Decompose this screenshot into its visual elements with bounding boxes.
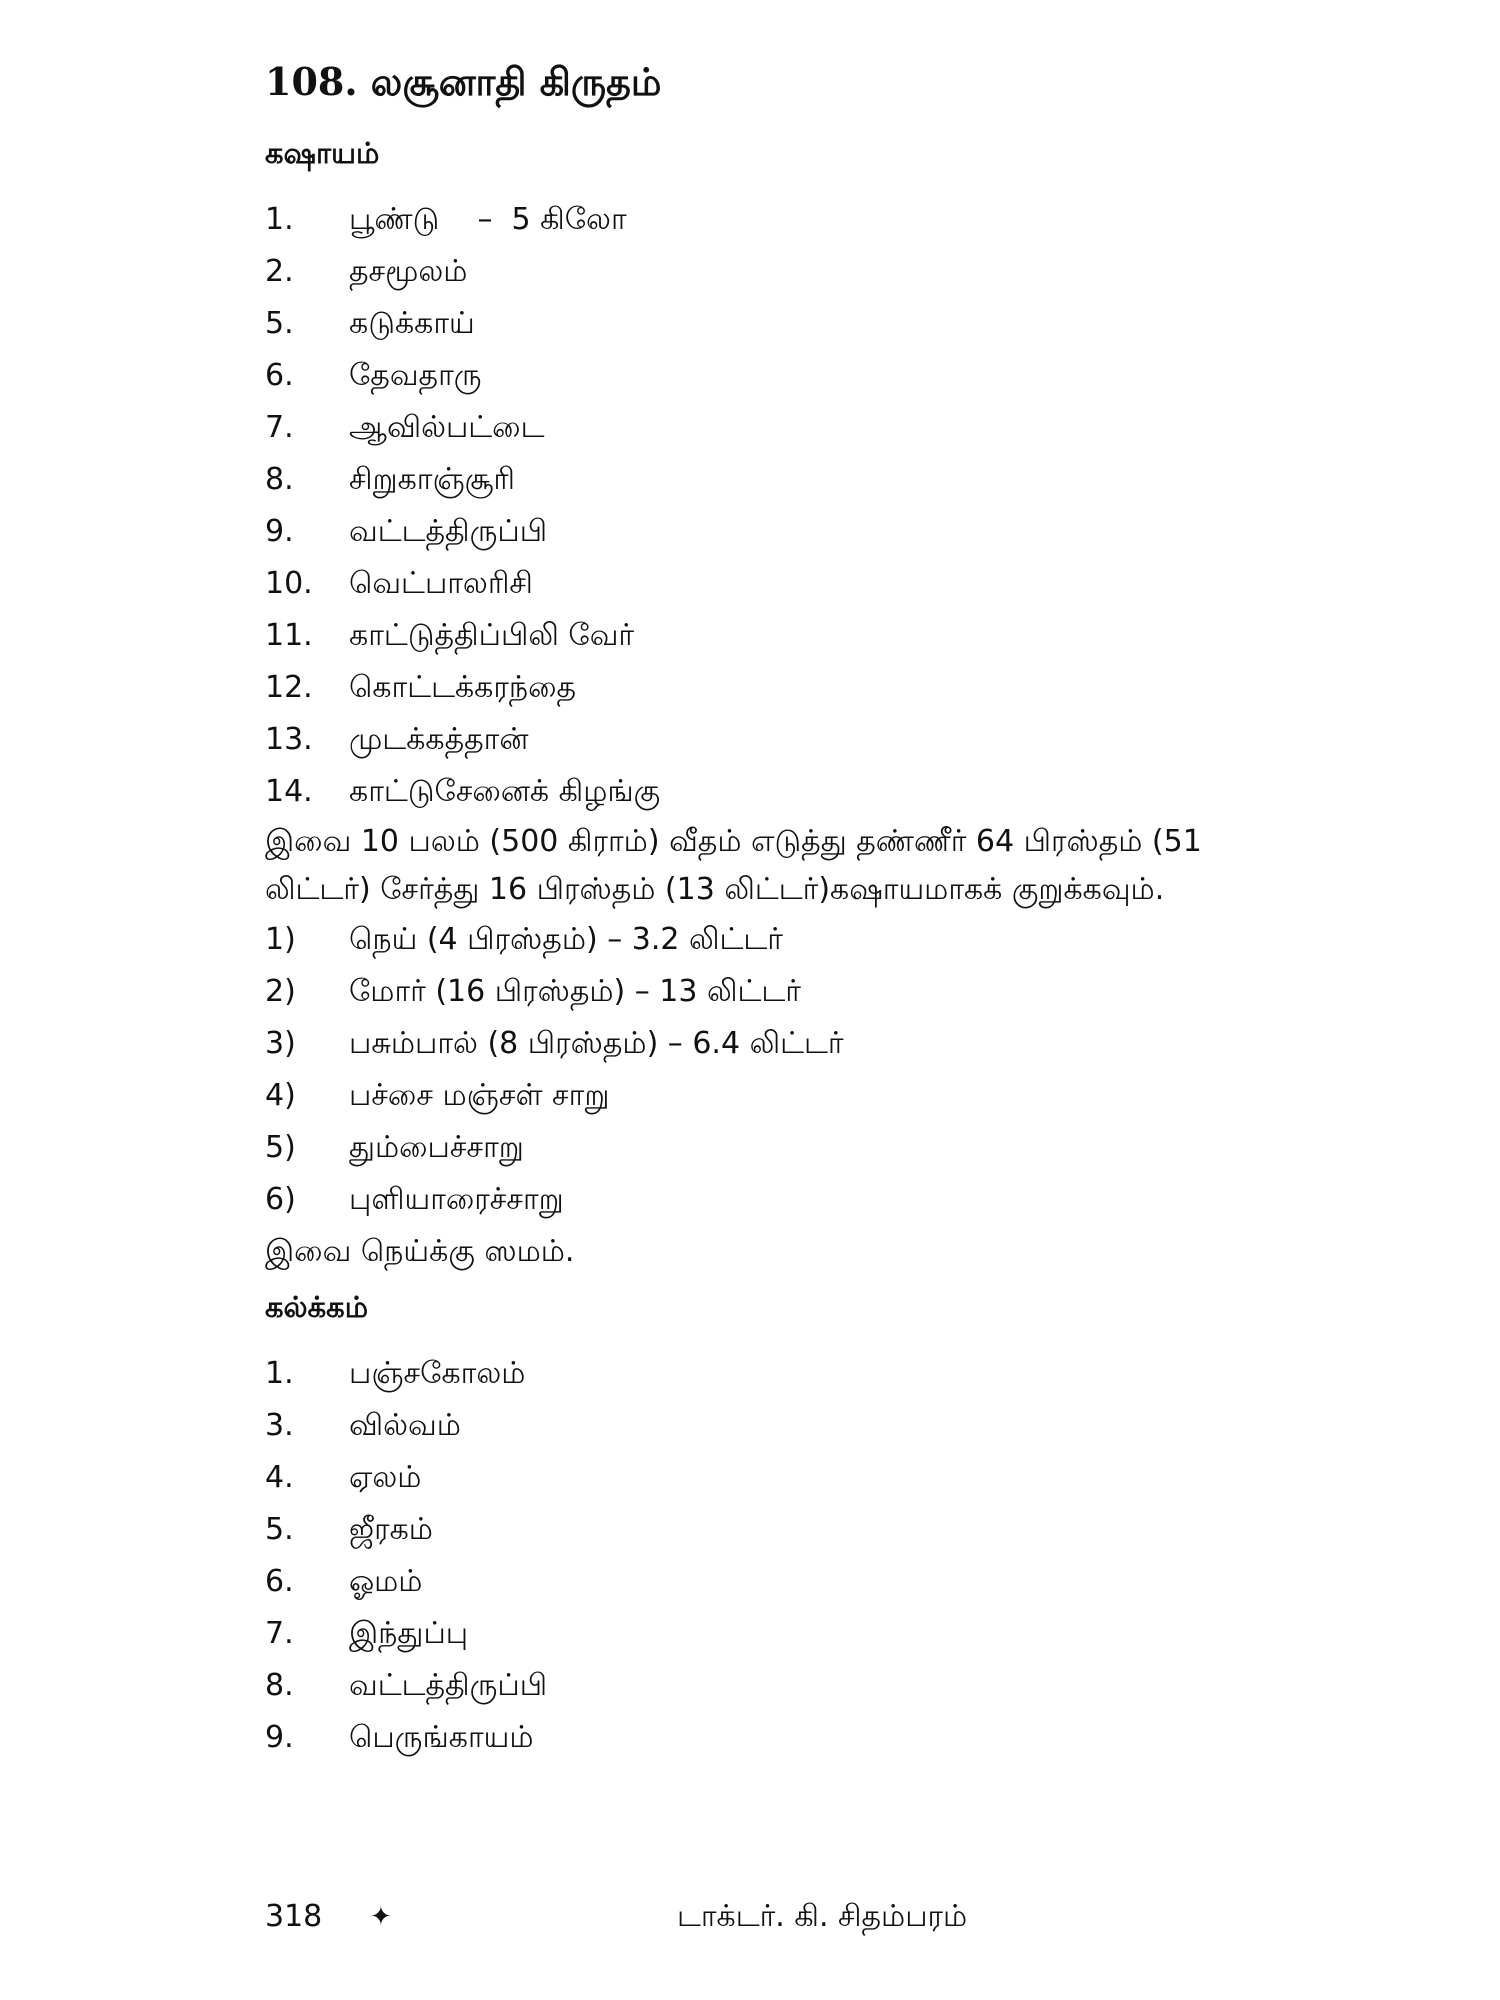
list-item <box>265 1608 1325 1660</box>
item-text: காட்டுத்திப்பிலி வேர் <box>349 618 635 653</box>
item-number: 12. <box>265 670 313 705</box>
kashayam-ingredient-list <box>265 194 1325 818</box>
item-text: மோர் (16 பிரஸ்தம்) – 13 லிட்டர் <box>349 974 801 1009</box>
item-number: 6) <box>265 1182 296 1217</box>
list-item <box>265 1660 1325 1712</box>
item-number: 3) <box>265 1026 296 1061</box>
list-item <box>265 766 1325 818</box>
item-text: புளியாரைச்சாறு <box>349 1182 564 1217</box>
item-number: 7. <box>265 1616 294 1651</box>
list-item <box>265 1174 1325 1226</box>
list-item <box>265 966 1325 1018</box>
item-text: காட்டுசேனைக் கிழங்கு <box>349 774 661 809</box>
item-text: பச்சை மஞ்சள் சாறு <box>349 1078 610 1113</box>
page-footer <box>265 1892 1265 1942</box>
list-item <box>265 1122 1325 1174</box>
item-text: வட்டத்திருப்பி <box>349 514 548 549</box>
item-number: 1. <box>265 202 294 237</box>
item-number: 7. <box>265 410 294 445</box>
item-text: பெருங்காயம் <box>349 1720 534 1755</box>
item-number: 9. <box>265 514 294 549</box>
liquid-ingredient-list <box>265 914 1325 1226</box>
author-name: டாக்டர். கி. சிதம்பரம் <box>677 1899 968 1934</box>
item-text: பஞ்சகோலம் <box>349 1356 526 1391</box>
item-number: 2. <box>265 254 294 289</box>
list-item <box>265 1504 1325 1556</box>
star-ornament-icon: ✦ <box>370 1902 392 1932</box>
list-item <box>265 1452 1325 1504</box>
item-number: 2) <box>265 974 296 1009</box>
item-number: 14. <box>265 774 313 809</box>
item-number: 1. <box>265 1356 294 1391</box>
item-text: வெட்பாலரிசி <box>349 566 533 601</box>
item-number: 6. <box>265 1564 294 1599</box>
list-item <box>265 402 1325 454</box>
item-text: கொட்டக்கரந்தை <box>349 670 577 705</box>
list-item <box>265 610 1325 662</box>
page-content <box>265 52 1325 1764</box>
item-text: தசமூலம் <box>349 254 468 289</box>
list-item <box>265 1556 1325 1608</box>
item-text: ஆவில்பட்டை <box>349 410 545 445</box>
item-number: 5. <box>265 306 294 341</box>
item-text: பசும்பால் (8 பிரஸ்தம்) – 6.4 லிட்டர் <box>349 1026 844 1061</box>
item-text: தும்பைச்சாறு <box>349 1130 524 1165</box>
list-item <box>265 454 1325 506</box>
list-item <box>265 558 1325 610</box>
item-number: 8. <box>265 462 294 497</box>
item-text: வட்டத்திருப்பி <box>349 1668 548 1703</box>
item-number: 8. <box>265 1668 294 1703</box>
list-item <box>265 1018 1325 1070</box>
item-number: 6. <box>265 358 294 393</box>
kashayam-instruction: இவை 10 பலம் (500 கிராம்) வீதம் எடுத்து தண்ணீர் 64 பிரஸ்தம் (51 லிட்டர்) சேர்த்து 16 பிரஸ்தம் (13 லிட்டர்)கஷாயமாகக் குறுக்கவும். <box>265 824 1202 907</box>
item-text: வில்வம் <box>349 1408 461 1443</box>
item-text: பூண்டு – 5 கிலோ <box>349 202 627 237</box>
list-item <box>265 246 1325 298</box>
item-number: 3. <box>265 1408 294 1443</box>
item-number: 4) <box>265 1078 296 1113</box>
item-number: 5. <box>265 1512 294 1547</box>
item-text: ஓமம் <box>349 1564 423 1599</box>
item-number: 9. <box>265 1720 294 1755</box>
list-item <box>265 298 1325 350</box>
list-item <box>265 662 1325 714</box>
item-number: 5) <box>265 1130 296 1165</box>
list-item <box>265 914 1325 966</box>
kalkam-heading: கல்க்கம் <box>265 1290 369 1324</box>
list-item <box>265 1070 1325 1122</box>
list-item <box>265 714 1325 766</box>
page-title: 108. லசூனாதி கிருதம் <box>265 59 662 104</box>
item-text: சிறுகாஞ்சூரி <box>349 462 515 497</box>
item-text: ஏலம் <box>349 1460 422 1495</box>
list-item <box>265 194 1325 246</box>
item-number: 10. <box>265 566 313 601</box>
item-number: 4. <box>265 1460 294 1495</box>
item-text: இந்துப்பு <box>349 1616 469 1651</box>
kashayam-heading: கஷாயம் <box>265 136 380 170</box>
item-text: முடக்கத்தான் <box>349 722 529 757</box>
item-number: 1) <box>265 922 296 957</box>
page-number: 318 <box>265 1899 323 1934</box>
item-text: நெய் (4 பிரஸ்தம்) – 3.2 லிட்டர் <box>349 922 783 957</box>
list-item <box>265 1348 1325 1400</box>
list-item <box>265 350 1325 402</box>
item-number: 11. <box>265 618 313 653</box>
list-item <box>265 1400 1325 1452</box>
item-text: கடுக்காய் <box>349 306 475 341</box>
item-text: தேவதாரு <box>349 358 482 393</box>
list-item <box>265 506 1325 558</box>
item-text: ஜீரகம் <box>349 1512 433 1547</box>
item-number: 13. <box>265 722 313 757</box>
liquids-note: இவை நெய்க்கு ஸமம். <box>265 1234 575 1269</box>
kalkam-ingredient-list <box>265 1348 1325 1764</box>
list-item <box>265 1712 1325 1764</box>
